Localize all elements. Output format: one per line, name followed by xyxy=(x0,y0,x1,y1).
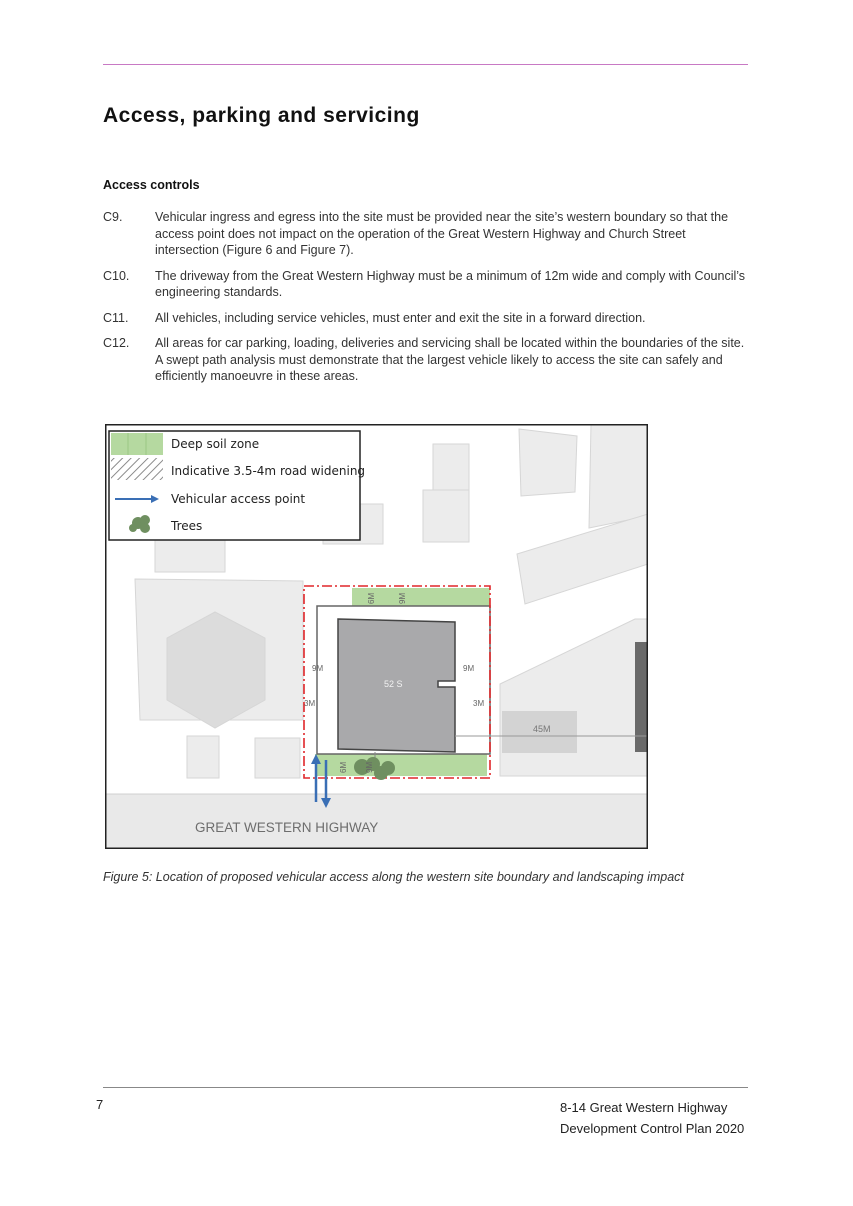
site-access-figure xyxy=(105,424,648,849)
control-text: The driveway from the Great Western Highway must be a minimum of 12m wide and comply with Council’s engineering standards. xyxy=(155,268,746,299)
control-code: C12. xyxy=(103,336,130,350)
hatch-swatch xyxy=(111,458,163,480)
setback-label: 9M xyxy=(365,761,374,773)
building-label: 52 S xyxy=(384,679,403,689)
access-controls-list xyxy=(103,209,753,394)
map-legend xyxy=(109,431,365,540)
site-plan-map xyxy=(105,424,648,849)
setback-label: 6M xyxy=(339,761,348,773)
setback-label: 3M xyxy=(304,699,316,708)
control-item xyxy=(103,310,753,327)
control-item xyxy=(103,209,753,259)
setback-label: 9M xyxy=(312,664,324,673)
setback-label: 9M xyxy=(463,664,475,673)
header-rule xyxy=(103,64,748,65)
footer-line: Development Control Plan 2020 xyxy=(560,1121,745,1136)
control-code: C9. xyxy=(103,210,123,224)
control-code: C10. xyxy=(103,268,130,283)
setback-label: 3M xyxy=(473,699,485,708)
footer-line: 8-14 Great Western Highway xyxy=(560,1100,728,1115)
setback-label: 9M xyxy=(398,592,407,604)
control-text: All areas for car parking, loading, deliveries and servicing shall be located within the boundaries of the site. A swept path analysis must demonstrate that the largest vehicle likely to access the site can safely and efficiently manoeuvre in these areas. xyxy=(155,336,745,383)
section-heading: Access controls xyxy=(103,178,200,192)
control-code: C11. xyxy=(103,310,129,325)
page-number: 7 xyxy=(96,1097,104,1112)
figure-caption: Figure 5: Location of proposed vehicular access along the western site boundary and landscaping impact xyxy=(103,870,684,884)
page-title: Access, parking and servicing xyxy=(103,104,420,127)
setback-label: 6M xyxy=(367,592,376,604)
control-item xyxy=(103,268,753,301)
legend-trees: Trees xyxy=(171,519,203,533)
neighbour-height-label: 45M xyxy=(533,724,551,734)
control-item xyxy=(103,335,753,385)
legend-road-widening: Indicative 3.5-4m road widening xyxy=(171,464,366,478)
road-name-label: GREAT WESTERN HIGHWAY xyxy=(195,820,379,835)
footer-rule xyxy=(103,1087,748,1088)
legend-access-point: Vehicular access point xyxy=(171,492,306,506)
legend-deep-soil: Deep soil zone xyxy=(171,437,260,451)
control-text: Vehicular ingress and egress into the site must be provided near the site’s western boundary so that the access point does not impact on the operation of the Great Western Highway and Church Street intersection (Figure 6 and Figure 7). xyxy=(155,210,729,257)
footer-document-title xyxy=(560,1097,744,1139)
deep-soil-swatch xyxy=(111,433,163,455)
control-text: All vehicles, including service vehicles, must enter and exit the site in a forward direction. xyxy=(155,310,646,325)
